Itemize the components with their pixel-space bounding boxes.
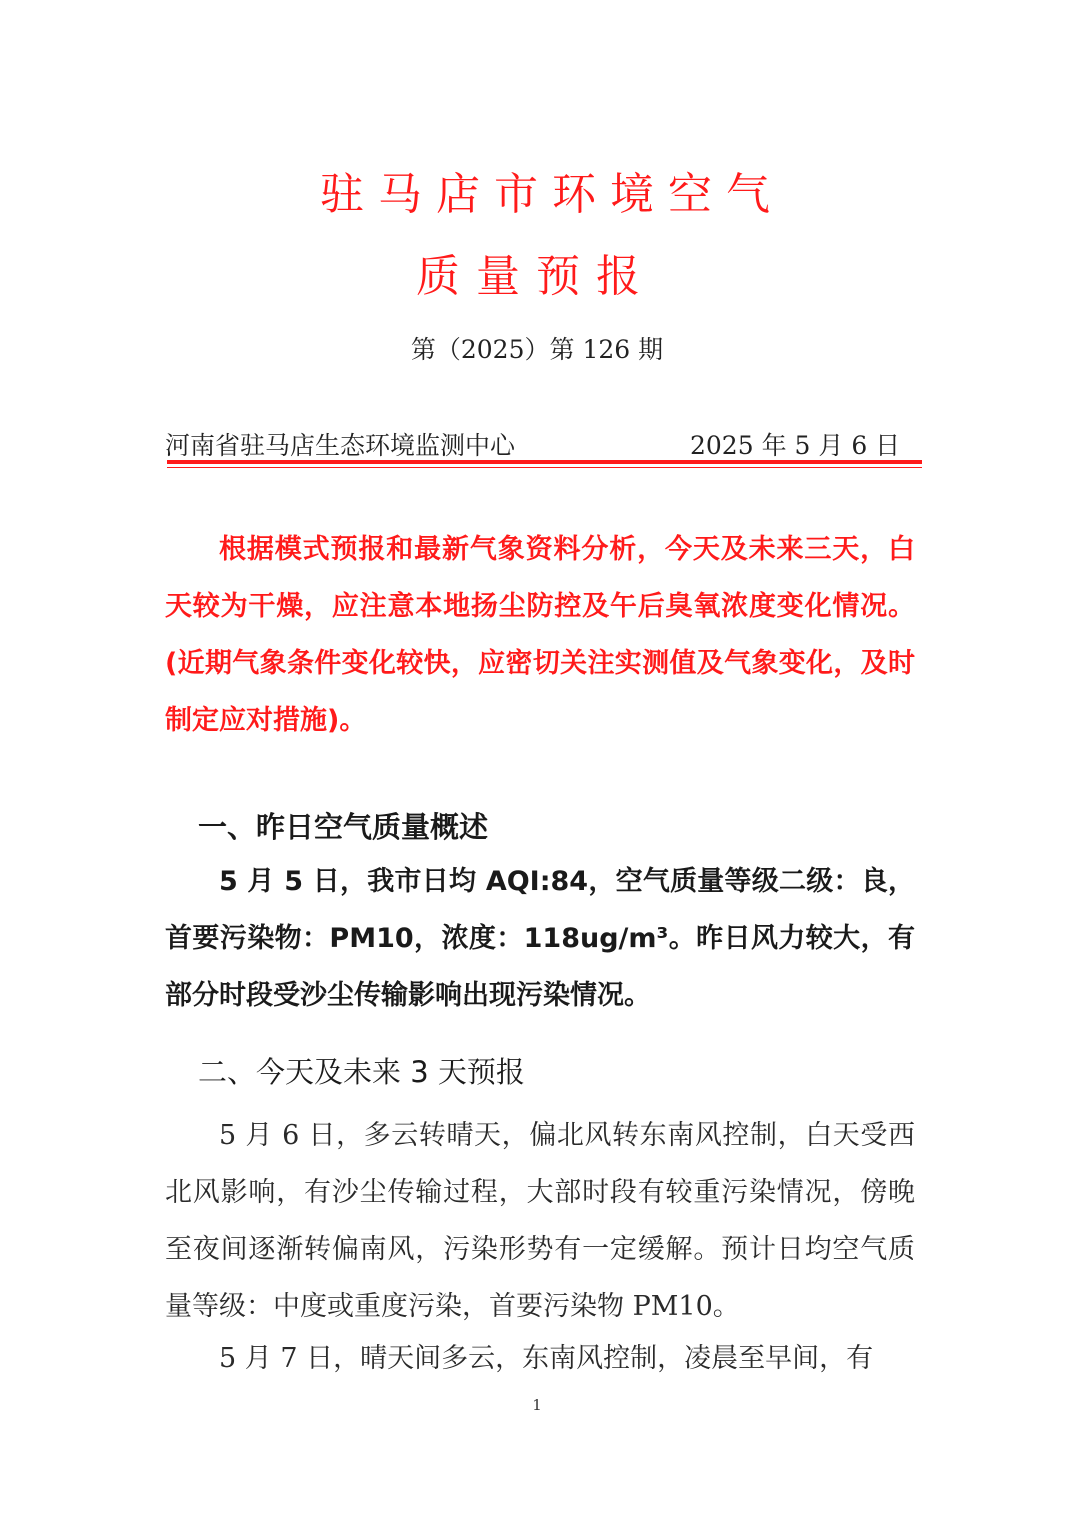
- summary-paragraph: 根据模式预报和最新气象资料分析，今天及未来三天，白天较为干燥，应注意本地扬尘防控及午后臭氧浓度变化情况。(近期气象条件变化较快，应密切关注实测值及气象变化，及时制定应对措施)。: [165, 534, 915, 736]
- section-heading-forecast: 二、今天及未来 3 天预报: [198, 1055, 525, 1089]
- section-heading-yesterday: 一、昨日空气质量概述: [198, 810, 489, 844]
- issuing-agency: 河南省驻马店生态环境监测中心: [165, 431, 516, 460]
- document-title-line1: 驻马店市环境空气: [320, 169, 784, 220]
- issue-number: 第（2025）第 126 期: [410, 335, 664, 364]
- forecast-paragraph-may7: 5 月 7 日，晴天间多云，东南风控制，凌晨至早间，有: [219, 1343, 874, 1374]
- publication-date: 2025 年 5 月 6 日: [690, 431, 901, 460]
- document-title-line2: 质量预报: [416, 251, 656, 302]
- header-divider-thick: [167, 460, 922, 464]
- page-number: 1: [532, 1396, 542, 1414]
- header-divider-thin: [167, 467, 922, 468]
- yesterday-summary-paragraph: 5 月 5 日，我市日均 AQI:84，空气质量等级二级：良，首要污染物：PM10，浓度：118ug/m³。昨日风力较大，有部分时段受沙尘传输影响出现污染情况。: [165, 866, 915, 1011]
- forecast-paragraph-may6: 5 月 6 日，多云转晴天，偏北风转东南风控制，白天受西北风影响，有沙尘传输过程，大部时段有较重污染情况，傍晚至夜间逐渐转偏南风，污染形势有一定缓解。预计日均空气质量等级：中度或重度污染，首要污染物 PM10。: [165, 1120, 915, 1322]
